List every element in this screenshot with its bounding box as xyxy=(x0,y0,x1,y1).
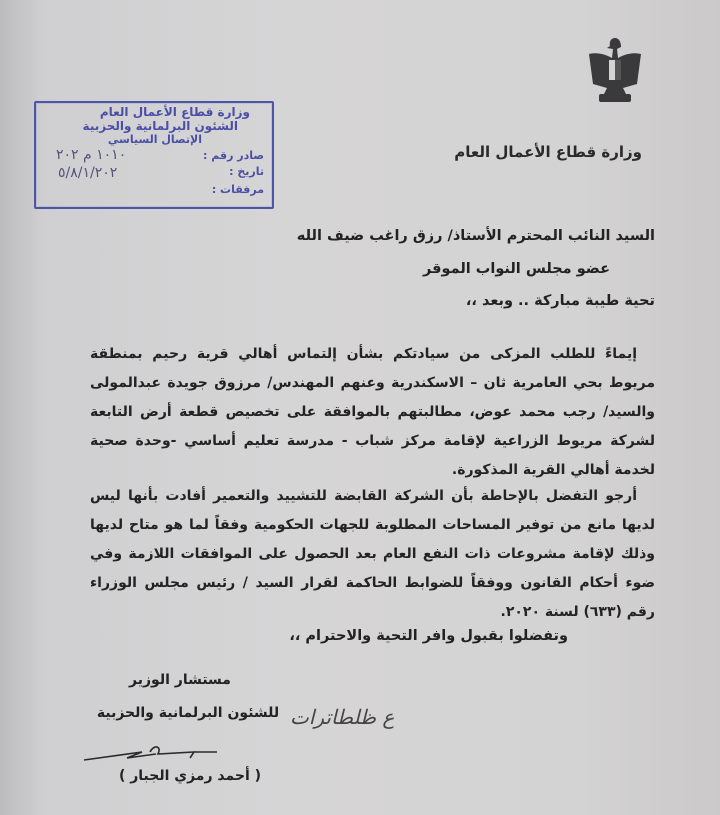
eagle-emblem-icon xyxy=(585,36,645,106)
stamp-date-label: تاريخ : xyxy=(229,165,264,178)
body-paragraph-1 xyxy=(90,340,655,485)
ministry-letterhead-title: وزارة قطاع الأعمال العام xyxy=(454,143,642,161)
stamp-issued-label: صادر رقم : xyxy=(203,149,264,162)
greeting: تحية طيبة مباركة .. وبعد ،، xyxy=(465,293,655,309)
signature-scribble-icon xyxy=(82,738,222,766)
handwritten-note: ع ظلطاترات xyxy=(290,705,395,729)
signer-name: ( أحمد رمزي الجبار ) xyxy=(118,768,262,784)
addressee-name: السيد النائب المحترم الأستاذ/ رزق راغب ضيف الله xyxy=(296,228,655,244)
signer-title: مستشار الوزير xyxy=(129,672,231,688)
closing-line: وتفضلوا بقبول وافر التحية والاحترام ،، xyxy=(289,628,568,644)
body-paragraph-2 xyxy=(90,482,655,627)
stamp-issued-number: ١٠١٠ م ٢٠٢ xyxy=(56,147,127,163)
paragraph-2-text: أرجو التفضل بالإحاطة بأن الشركة القابضة للتشييد والتعمير أفادت بأنها ليس لديها مانع من توفير المساحات المطلوبة للجهات الحكومية وفقاً لما هو متاح لديها وذلك لإقامة مشروعات ذات النفع العام بعد الحصول على الموافقات اللازمة وفي ضوء أحكام القانون ووفقاً للضوابط الحاكمة لقرار السيد / رئيس مجلس الوزراء رقم (٦٣٣) لسنة ٢٠٢٠. xyxy=(90,488,655,620)
stamp-date-value: ٥/٨/١/٢٠٢ xyxy=(58,165,118,181)
incoming-stamp xyxy=(34,101,274,209)
stamp-ministry: وزارة قطاع الأعمال العام xyxy=(99,105,250,119)
stamp-department: الشئون البرلمانية والحزبية xyxy=(82,119,238,133)
paragraph-1-text: إيماءً للطلب المزكى من سيادتكم بشأن إلتماس أهالي قرية رحيم بمنطقة مريوط بحي العامرية ثان – الاسكندرية وعنهم المهندس/ مرزوق جويدة عبدالمولى والسيد/ رجب محمد عوض، مطالبتهم بالموافقة على تخصيص قطعة أرض التابعة لشركة مريوط الزراعية لإقامة مركز شباب - مدرسة تعليم أساسي -وحدة صحية لخدمة أهالي القرية المذكورة. xyxy=(90,346,655,478)
signer-department: للشئون البرلمانية والحزبية xyxy=(96,705,280,721)
addressee-title: عضو مجلس النواب الموقر xyxy=(423,261,610,277)
stamp-unit: الإتصال السياسي xyxy=(107,133,202,146)
stamp-attachments-label: مرفقات : xyxy=(211,183,264,196)
